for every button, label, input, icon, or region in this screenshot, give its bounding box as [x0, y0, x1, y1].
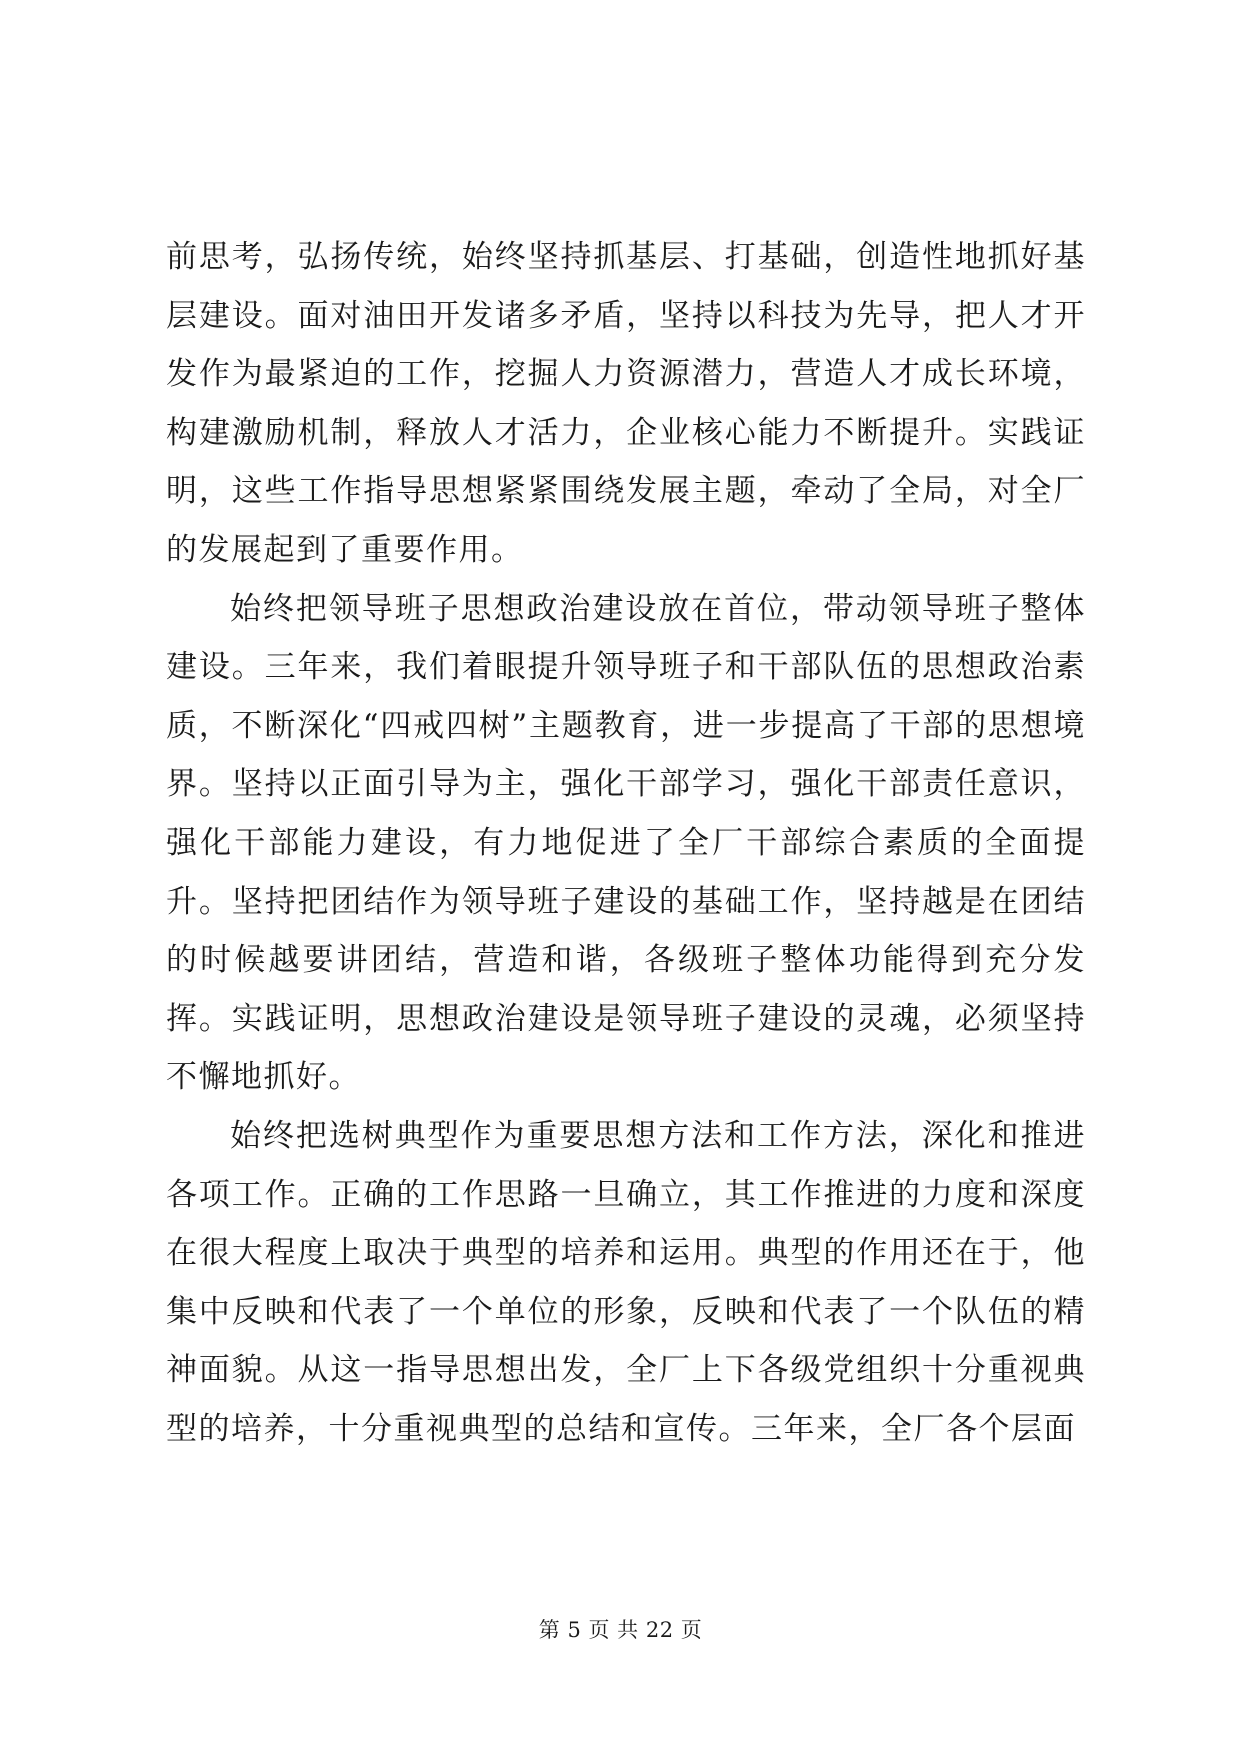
page-number-label: 第 5 页 共 22 页	[538, 1618, 703, 1642]
paragraph-3: 始终把选树典型作为重要思想方法和工作方法，深化和推进各项工作。正确的工作思路一旦确立，其工作推进的力度和深度在很大程度上取决于典型的培养和运用。典型的作用还在于，他集中反映和代表了一个单位的形象，反映和代表了一个队伍的精神面貌。从这一指导思想出发，全厂上下各级党组织十分重视典型的培养，十分重视典型的总结和宣传。三年来，全厂各个层面	[166, 1117, 1086, 1447]
document-body	[166, 228, 1086, 1458]
paragraph-1: 前思考，弘扬传统，始终坚持抓基层、打基础，创造性地抓好基层建设。面对油田开发诸多矛盾，坚持以科技为先导，把人才开发作为最紧迫的工作，挖掘人力资源潜力，营造人才成长环境，构建激励机制，释放人才活力，企业核心能力不断提升。实践证明，这些工作指导思想紧紧围绕发展主题，牵动了全局，对全厂的发展起到了重要作用。	[166, 239, 1086, 568]
paragraph-2: 始终把领导班子思想政治建设放在首位，带动领导班子整体建设。三年来，我们着眼提升领导班子和干部队伍的思想政治素质，不断深化“四戒四树”主题教育，进一步提高了干部的思想境界。坚持以正面引导为主，强化干部学习，强化干部责任意识，强化干部能力建设，有力地促进了全厂干部综合素质的全面提升。坚持把团结作为领导班子建设的基础工作，坚持越是在团结的时候越要讲团结，营造和谐，各级班子整体功能得到充分发挥。实践证明，思想政治建设是领导班子建设的灵魂，必须坚持不懈地抓好。	[166, 590, 1086, 1096]
page-footer	[0, 1614, 1241, 1644]
